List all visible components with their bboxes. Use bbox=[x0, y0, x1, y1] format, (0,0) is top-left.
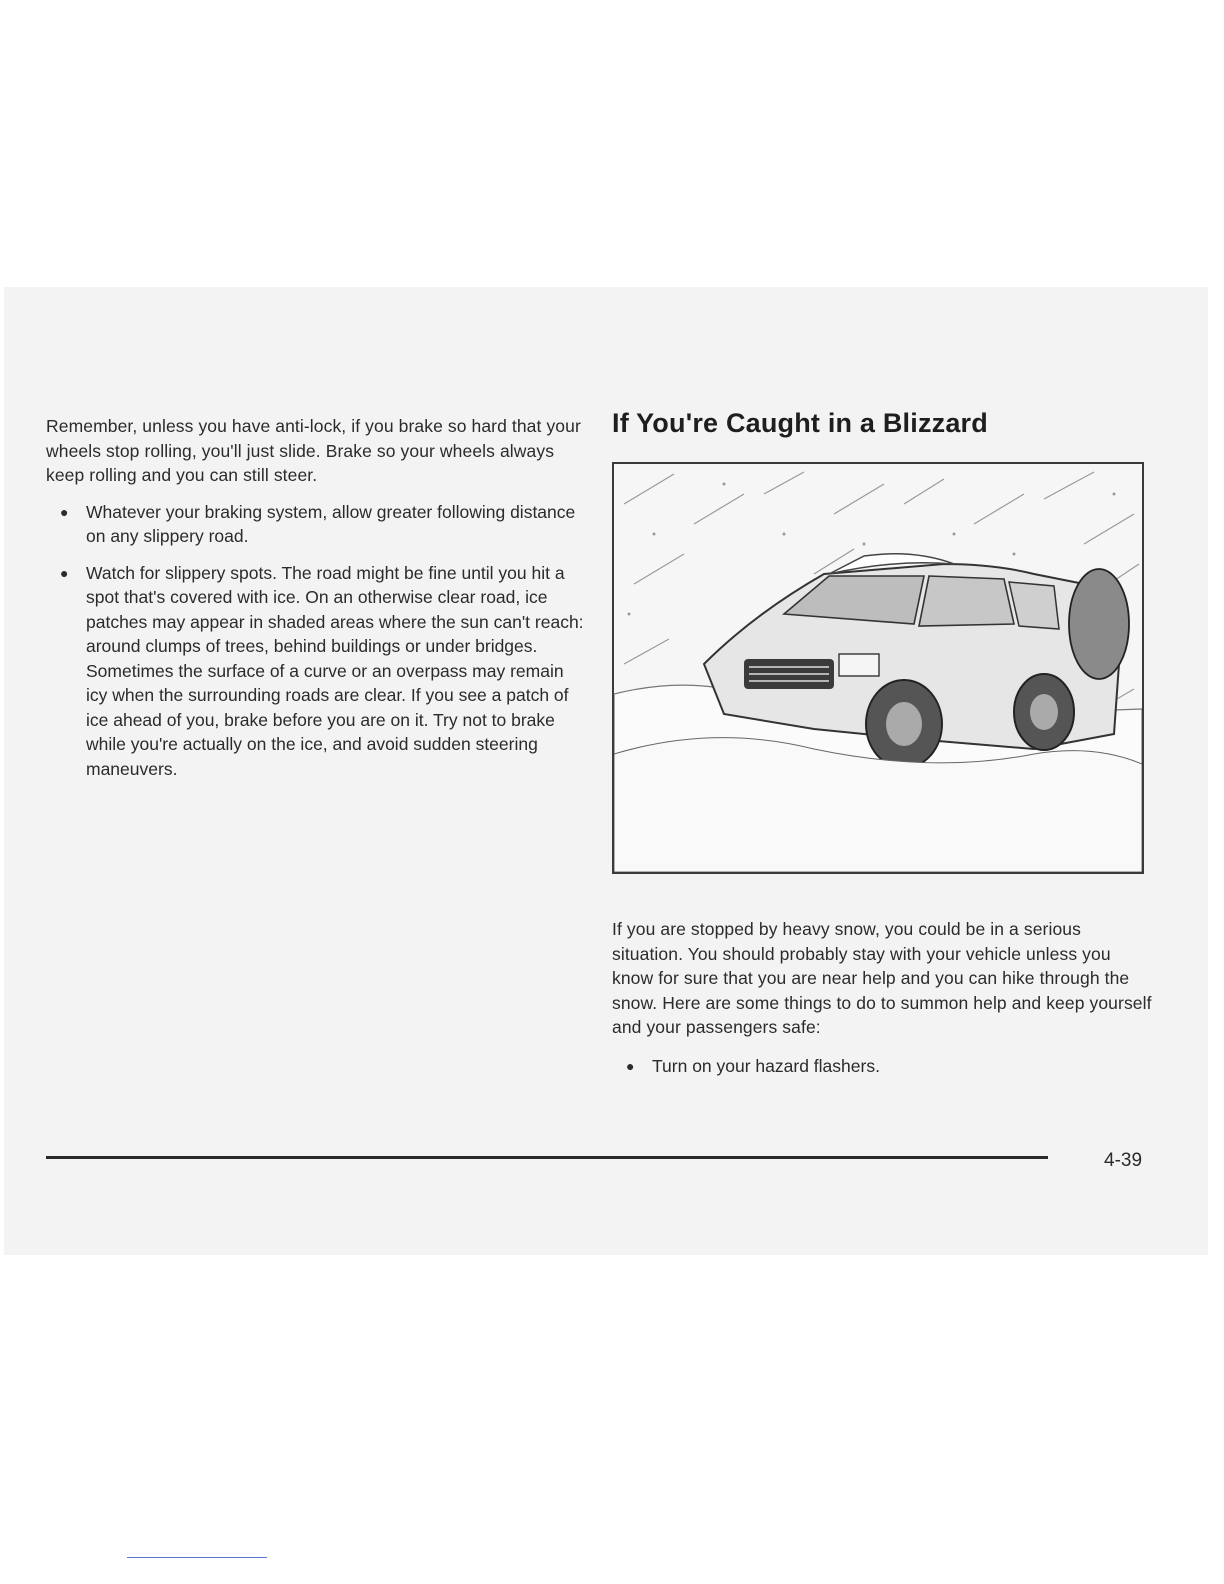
right-column bbox=[612, 917, 1152, 1090]
footer-rule bbox=[46, 1156, 1048, 1159]
bullet-text: Watch for slippery spots. The road might be fine until you hit a spot that's covered with ice. On an otherwise clear road, ice patches may appear in shaded areas where the sun can't reach: around clumps of trees, behind buildings or under bridges. Sometimes the surface of a curve or an overpass may remain icy when the surrounding roads are clear. If you see a patch of ice ahead of you, brake before you are on it. Try not to brake while you're actually on the ice, and avoid sudden steering maneuvers. bbox=[86, 562, 584, 779]
bullet-text: Whatever your braking system, allow greater following distance on any slippery road. bbox=[86, 501, 576, 546]
right-bullet-list bbox=[612, 1054, 1152, 1079]
blizzard-car-illustration bbox=[612, 462, 1144, 874]
left-bullet-list bbox=[46, 500, 586, 782]
bottom-underline bbox=[127, 1557, 267, 1558]
bullet-icon: ● bbox=[60, 564, 69, 581]
bullet-text: Turn on your hazard flashers. bbox=[652, 1055, 880, 1076]
page-number: 4-39 bbox=[1104, 1150, 1143, 1171]
list-item bbox=[612, 1054, 1152, 1079]
snowbound-vehicle-image bbox=[614, 464, 1142, 872]
section-heading: If You're Caught in a Blizzard bbox=[612, 408, 988, 438]
left-column bbox=[46, 414, 586, 793]
right-intro-paragraph: If you are stopped by heavy snow, you could be in a serious situation. You should probably stay with your vehicle unless you know for sure that you are near help and you can hike through the snow. Here are some things to do to summon help and keep yourself and your passengers safe: bbox=[612, 919, 1152, 1037]
list-item bbox=[46, 561, 586, 782]
bullet-icon: ● bbox=[626, 1057, 635, 1074]
left-intro-paragraph: Remember, unless you have anti-lock, if you brake so hard that your wheels stop rolling, you'll just slide. Brake so your wheels always keep rolling and you can still steer. bbox=[46, 416, 581, 485]
list-item bbox=[46, 500, 586, 549]
bullet-icon: ● bbox=[60, 503, 69, 520]
